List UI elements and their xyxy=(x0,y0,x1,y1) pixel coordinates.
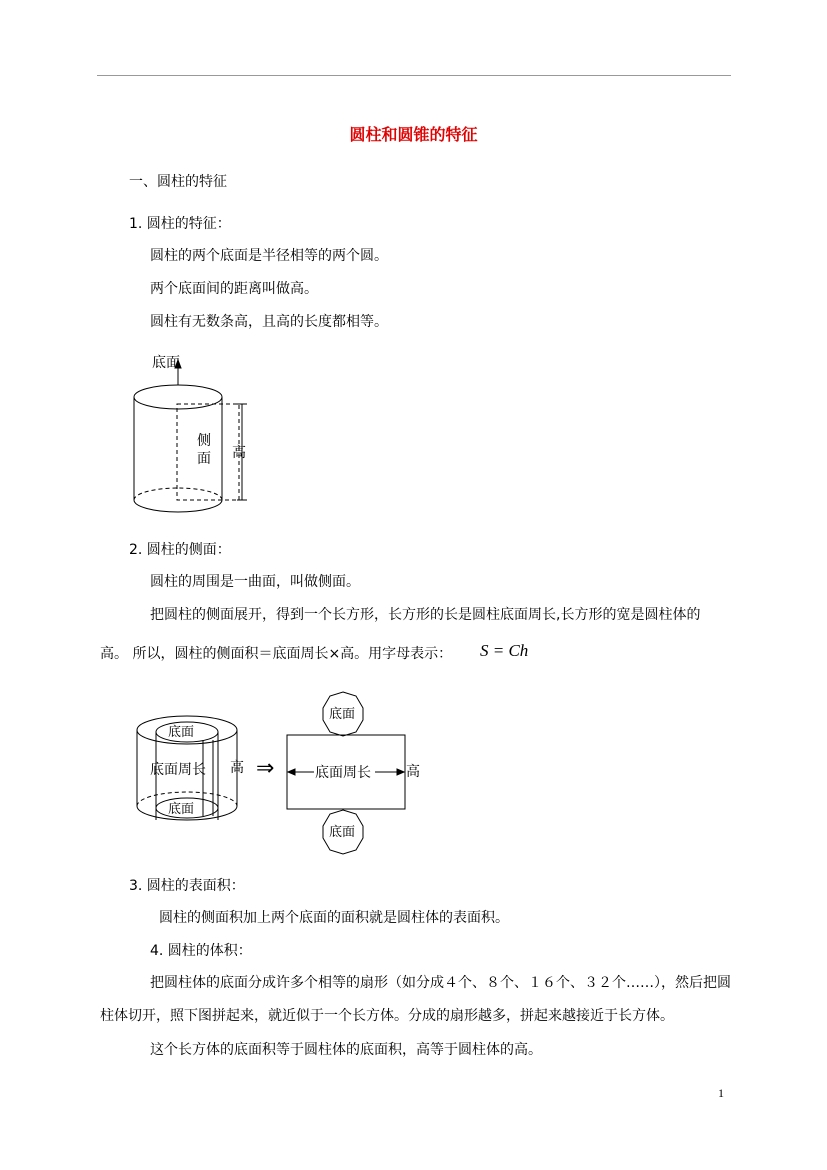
base-label: 底面 xyxy=(152,355,180,371)
item2-line: 把圆柱的侧面展开，得到一个长方形，长方形的长是圆柱底面周长,长方形的宽是圆柱体的 xyxy=(150,607,701,623)
item1-line: 圆柱的两个底面是半径相等的两个圆。 xyxy=(150,248,388,264)
item2-line: 圆柱的周围是一曲面，叫做侧面。 xyxy=(150,574,360,590)
item1-line: 圆柱有无数条高，且高的长度都相等。 xyxy=(150,314,388,330)
item4-line: 把圆柱体的底面分成许多个相等的扇形（如分成４个、８个、１６个、３２个……），然后把圆 xyxy=(150,975,731,991)
side-label-1: 侧 xyxy=(197,433,211,449)
item3-heading: 3. 圆柱的表面积： xyxy=(129,878,245,894)
transform-arrow: ⇒ xyxy=(256,756,275,781)
item1-line: 两个底面间的距离叫做高。 xyxy=(150,281,318,297)
cyl-top-base: 底面 xyxy=(168,725,195,740)
net-circumference: 底面周长 xyxy=(315,765,371,781)
section-heading: 一、圆柱的特征 xyxy=(129,174,227,190)
side-label-2: 面 xyxy=(197,451,211,467)
cyl-circumference: 底面周长 xyxy=(150,762,206,778)
formula: S = Ch xyxy=(480,641,529,660)
cyl-height: 高 xyxy=(230,760,244,776)
item4-heading: 4. 圆柱的体积： xyxy=(150,943,252,959)
item4-line: 柱体切开，照下图拼起来，就近似于一个长方体。分成的扇形越多，拼起来越接近于长方体。 xyxy=(100,1008,674,1024)
page-number: 1 xyxy=(718,1086,724,1100)
item4-line: 这个长方体的底面积等于圆柱体的底面积，高等于圆柱体的高。 xyxy=(150,1042,542,1058)
net-top-base: 底面 xyxy=(329,707,356,722)
net-bottom-base: 底面 xyxy=(329,825,356,840)
net-height: 高 xyxy=(406,764,420,780)
item1-heading: 1. 圆柱的特征： xyxy=(129,216,231,232)
item3-line: 圆柱的侧面积加上两个底面的面积就是圆柱体的表面积。 xyxy=(159,910,509,926)
height-label: 高 xyxy=(232,445,246,461)
item2-heading: 2. 圆柱的侧面： xyxy=(129,542,231,558)
cyl-bottom-base: 底面 xyxy=(168,802,195,817)
page-title: 圆柱和圆锥的特征 xyxy=(349,125,478,144)
item2-line: 高。 所以，圆柱的侧面积＝底面周长×高。用字母表示： xyxy=(100,646,453,662)
cylinder-figure xyxy=(125,345,255,520)
header-rule xyxy=(97,75,731,76)
unfold-figure xyxy=(130,688,430,858)
